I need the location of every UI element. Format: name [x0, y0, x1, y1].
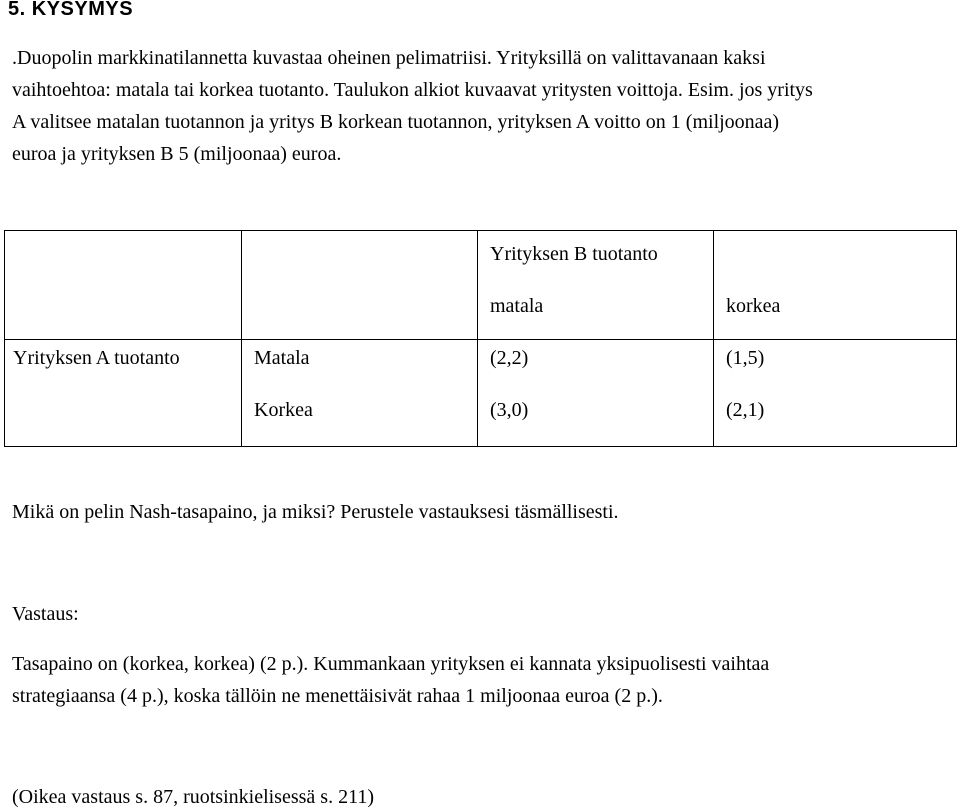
col-group-header: Yrityksen B tuotanto: [490, 243, 658, 265]
payoff-matrix: [4, 230, 957, 447]
intro-line: vaihtoehtoa: matala tai korkea tuotanto. Taulukon alkiot kuvaavat yritysten voittoja. Esim. jos yritys: [12, 79, 813, 101]
question-text: Mikä on pelin Nash-tasapaino, ja miksi? Perustele vastauksesi täsmällisesti.: [12, 501, 619, 523]
intro-line: euroa ja yrityksen B 5 (miljoonaa) euroa.: [12, 143, 342, 165]
payoff-cell: (2,1): [726, 399, 765, 421]
table-divider: [5, 339, 956, 340]
row-label-korkea: Korkea: [254, 399, 313, 421]
col-header-matala: matala: [490, 295, 544, 317]
row-group-header: Yrityksen A tuotanto: [13, 347, 180, 369]
payoff-cell: (1,5): [726, 347, 765, 369]
payoff-cell: (3,0): [490, 399, 529, 421]
intro-line: .Duopolin markkinatilannetta kuvastaa oheinen pelimatriisi. Yrityksillä on valittavanaan kaksi: [12, 47, 766, 69]
reference-note: (Oikea vastaus s. 87, ruotsinkielisessä s. 211): [12, 786, 374, 808]
answer-label: Vastaus:: [12, 603, 79, 625]
question-heading: 5. KYSYMYS: [8, 0, 134, 20]
answer-line: Tasapaino on (korkea, korkea) (2 p.). Kummankaan yrityksen ei kannata yksipuolisesti vaihtaa: [12, 653, 770, 675]
intro-line: A valitsee matalan tuotannon ja yritys B korkean tuotannon, yrityksen A voitto on 1 (miljoonaa): [12, 111, 780, 133]
answer-line: strategiaansa (4 p.), koska tällöin ne menettäisivät rahaa 1 miljoonaa euroa (2 p.).: [12, 685, 663, 707]
row-label-matala: Matala: [254, 347, 310, 369]
col-header-korkea: korkea: [726, 295, 781, 317]
payoff-cell: (2,2): [490, 347, 529, 369]
